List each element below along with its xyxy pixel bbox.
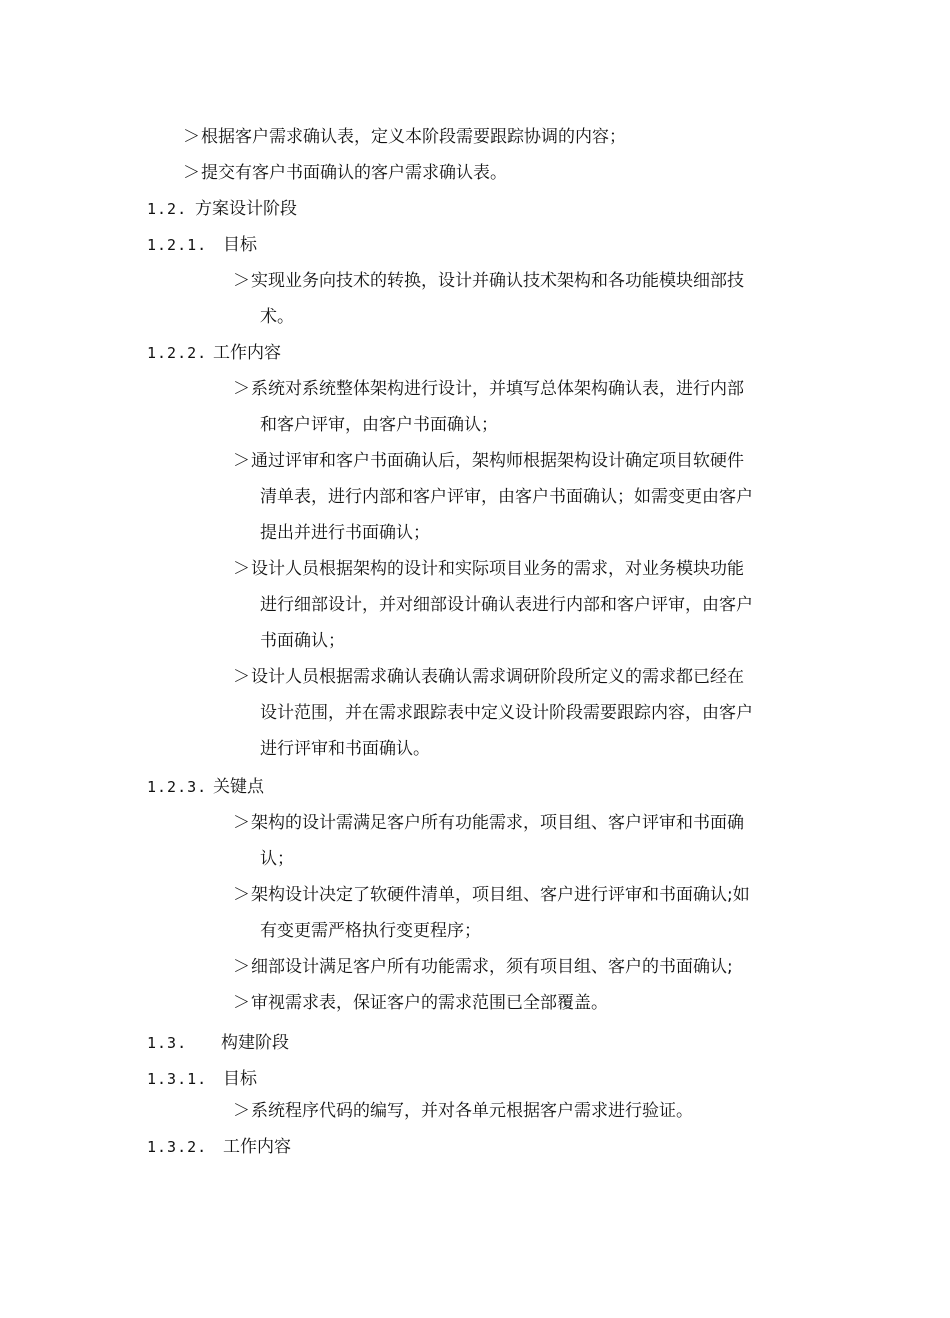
- bullet-item: [233, 269, 744, 293]
- bullet-continuation: 和客户评审，由客户书面确认；: [260, 415, 498, 435]
- bullet-continuation: 进行评审和书面确认。: [260, 739, 430, 759]
- bullet-continuation: 进行细部设计，并对细部设计确认表进行内部和客户评审，由客户: [260, 595, 753, 615]
- bullet-text: 审视需求表，保证客户的需求范围已全部覆盖。: [251, 993, 608, 1013]
- bullet-text: 系统程序代码的编写，并对各单元根据客户需求进行验证。: [251, 1101, 693, 1121]
- bullet-item: [233, 883, 750, 907]
- bullet-text: 架构的设计需满足客户所有功能需求，项目组、客户评审和书面确: [251, 813, 744, 833]
- bullet-continuation: 认；: [260, 849, 294, 869]
- bullet-marker-icon: ＞: [233, 993, 250, 1013]
- subsection-heading: [147, 341, 281, 365]
- section-title: 构建阶段: [221, 1033, 289, 1053]
- section-title: 关键点: [213, 777, 264, 797]
- section-number: 1.2.2.: [147, 344, 208, 362]
- bullet-item: [233, 449, 744, 473]
- bullet-text: 实现业务向技术的转换，设计并确认技术架构和各功能模块细部技: [251, 271, 744, 291]
- bullet-item: [183, 161, 507, 185]
- bullet-text: 根据客户需求确认表，定义本阶段需要跟踪协调的内容；: [201, 127, 626, 147]
- section-title: 工作内容: [223, 1137, 291, 1157]
- bullet-marker-icon: ＞: [183, 163, 200, 183]
- section-heading: [147, 1031, 289, 1055]
- bullet-marker-icon: ＞: [233, 957, 250, 977]
- bullet-item: [233, 1099, 693, 1123]
- bullet-item: [233, 811, 744, 835]
- bullet-continuation: 书面确认；: [260, 631, 345, 651]
- section-number: 1.3.1.: [147, 1070, 208, 1088]
- bullet-marker-icon: ＞: [233, 559, 250, 579]
- section-title: 目标: [223, 235, 257, 255]
- bullet-item: [233, 955, 733, 979]
- bullet-marker-icon: ＞: [233, 667, 250, 687]
- subsection-heading: [147, 775, 264, 799]
- bullet-marker-icon: ＞: [233, 271, 250, 291]
- bullet-item: [233, 991, 608, 1015]
- subsection-heading: [147, 233, 257, 257]
- section-number: 1.2.: [147, 200, 188, 218]
- bullet-marker-icon: ＞: [233, 379, 250, 399]
- section-number: 1.3.: [147, 1034, 188, 1052]
- section-title: 工作内容: [213, 343, 281, 363]
- section-number: 1.2.1.: [147, 236, 208, 254]
- bullet-continuation: 设计范围，并在需求跟踪表中定义设计阶段需要跟踪内容，由客户: [260, 703, 753, 723]
- bullet-text: 架构设计决定了软硬件清单，项目组、客户进行评审和书面确认;如: [251, 885, 750, 905]
- bullet-item: [233, 377, 744, 401]
- section-heading: [147, 197, 297, 221]
- bullet-continuation: 术。: [260, 307, 294, 327]
- bullet-text: 通过评审和客户书面确认后，架构师根据架构设计确定项目软硬件: [251, 451, 744, 471]
- section-title: 目标: [223, 1069, 257, 1089]
- bullet-marker-icon: ＞: [233, 885, 250, 905]
- bullet-item: [183, 125, 626, 149]
- bullet-text: 设计人员根据架构的设计和实际项目业务的需求，对业务模块功能: [251, 559, 744, 579]
- bullet-text: 细部设计满足客户所有功能需求，须有项目组、客户的书面确认;: [251, 957, 733, 977]
- bullet-text: 提交有客户书面确认的客户需求确认表。: [201, 163, 507, 183]
- bullet-continuation: 清单表，进行内部和客户评审，由客户书面确认；如需变更由客户: [260, 487, 753, 507]
- bullet-item: [233, 665, 744, 689]
- bullet-continuation: 提出并进行书面确认；: [260, 523, 430, 543]
- section-number: 1.3.2.: [147, 1138, 208, 1156]
- bullet-text: 系统对系统整体架构进行设计，并填写总体架构确认表，进行内部: [251, 379, 744, 399]
- bullet-marker-icon: ＞: [233, 451, 250, 471]
- subsection-heading: [147, 1067, 257, 1091]
- bullet-text: 设计人员根据需求确认表确认需求调研阶段所定义的需求都已经在: [251, 667, 744, 687]
- bullet-continuation: 有变更需严格执行变更程序；: [260, 921, 481, 941]
- section-title: 方案设计阶段: [195, 199, 297, 219]
- bullet-marker-icon: ＞: [233, 813, 250, 833]
- bullet-marker-icon: ＞: [183, 127, 200, 147]
- bullet-marker-icon: ＞: [233, 1101, 250, 1121]
- subsection-heading: [147, 1135, 291, 1159]
- section-number: 1.2.3.: [147, 778, 208, 796]
- bullet-item: [233, 557, 744, 581]
